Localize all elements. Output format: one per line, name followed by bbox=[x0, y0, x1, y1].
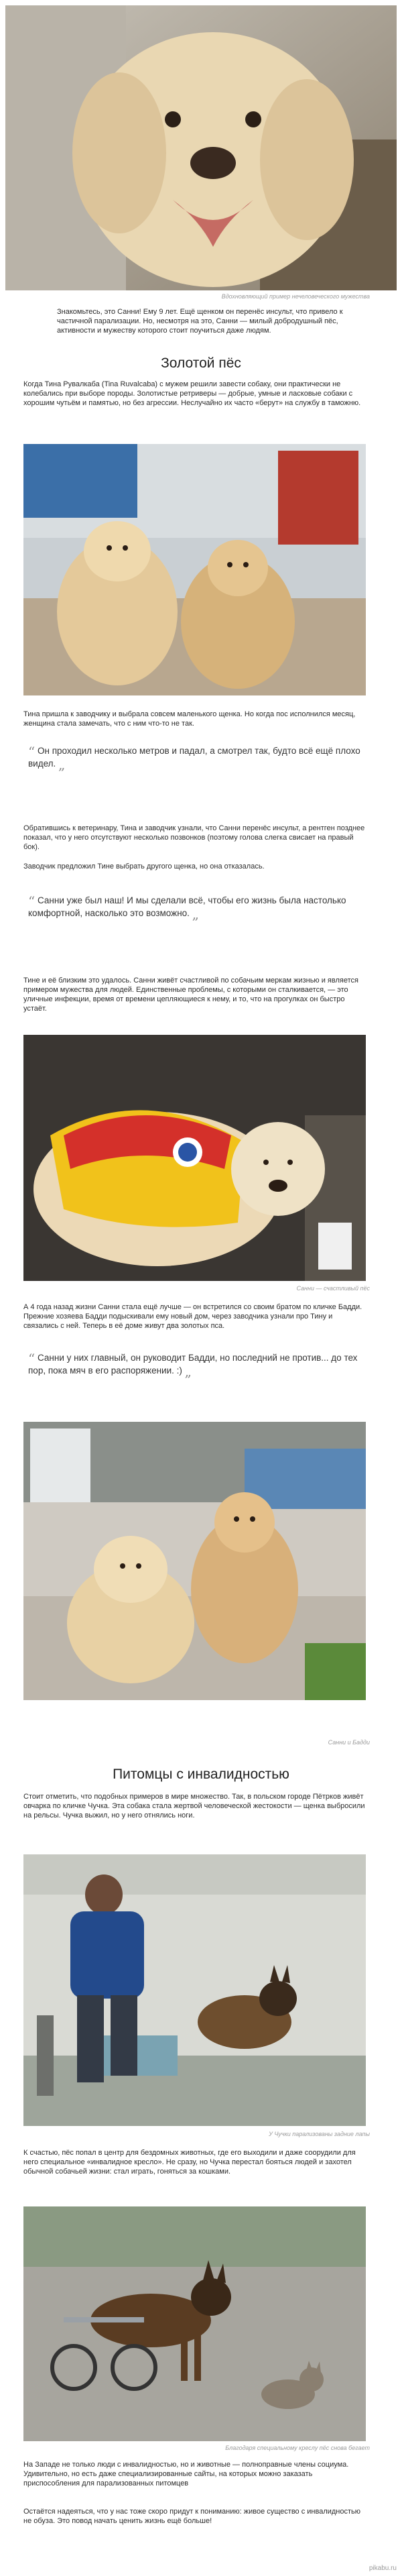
petya-paragraph: Стоит отметить, что подобных примеров в мире множество. Так, в польском городе Пётрков живёт овчарка по кличке Чучка. Эта собака стала жертвой человеческой жестокости — щенка выбросили на рельсы. Чучка выжил, но у него отнялись ноги. bbox=[23, 1793, 365, 1819]
quote-open-mark: “ bbox=[28, 744, 36, 760]
quote-close-mark: „ bbox=[58, 757, 66, 773]
wheelchair-photo bbox=[23, 2206, 366, 2441]
sunny-buddy-caption: Санни и Бадди bbox=[328, 1739, 370, 1746]
hope-paragraph: Остаётся надеяться, что у нас тоже скоро придут к пониманию: живое существо с инвалидностью не обуза. Это повод начать ценить жизнь ещё больше! bbox=[23, 2508, 361, 2525]
watermark: pikabu.ru bbox=[368, 2565, 397, 2572]
hero-caption: Вдохновляющий пример нечеловеческого мужества bbox=[221, 293, 370, 300]
vet-paragraph: Обратившись к ветеринару, Тина и заводчик узнали, что Санни перенёс инсульт, а рентген позднее показал, что у него отсутствуют несколько позвонков (поэтому голова слегка свисает на правый бок). bbox=[23, 824, 365, 851]
chuchka-legs-caption: У Чучки парализованы задние лапы bbox=[269, 2131, 370, 2137]
breeder-paragraph: Тина пришла к заводчику и выбрала совсем маленького щенка. Но когда пос исполнился месяц, женщина стала замечать, что с ним что-то не так. bbox=[23, 710, 356, 728]
quote-close-mark: „ bbox=[192, 906, 200, 922]
center-paragraph: К счастью, пёс попал в центр для бездомных животных, где его выходили и даже соорудили для него специальное «инвалидное кресло». Не сразу, но Чучка перестал бояться людей и захотел обычной собачьей жизни: стал играть, гоняться за кошками. bbox=[23, 2149, 356, 2176]
quote-3-text: Санни у них главный, он руководит Бадди, но последний не против... до тех пор, пока мяч в его распоряжении. :) bbox=[28, 1353, 358, 1376]
two-dogs-photo bbox=[23, 444, 366, 695]
quote-1-text: Он проходил несколько метров и падал, а смотрел так, будто всё ещё плохо видел. bbox=[28, 746, 360, 769]
tina-good-paragraph: Тине и её близким это удалось. Санни живёт счастливой по собачьим меркам жизнью и является примером мужества для людей. Единственные проблемы, с которыми он сталкивается, — это уличные инфекции, время от времени цепляющиеся к нему, и то, что на прогулках он быстро устаёт. bbox=[23, 976, 358, 1013]
sunny-buddy-photo bbox=[23, 1422, 366, 1700]
buddy-paragraph: А 4 года назад жизни Санни стала ещё лучше — он встретился со своим братом по кличке Бадди. Прежние хозяева Бадди подыскивали ему новый дом, через заводчика узнали про Тину и связались с ней. Теперь в её доме живут два золотых пса. bbox=[23, 1303, 362, 1330]
quote-close-mark: „ bbox=[184, 1363, 192, 1380]
dog-jacket-photo bbox=[23, 1035, 366, 1281]
west-paragraph: На Западе не только люди с инвалидностью, но и животные — полноправные члены социума. Удивительно, но есть даже специализированные сайты, на которых можно заказать приспособления для парализованных питомцев bbox=[23, 2461, 349, 2487]
happy-dog-caption: Санни — счастливый пёс bbox=[296, 1285, 370, 1292]
breeder-offer-paragraph: Заводчик предложил Тине выбрать другого щенка, но она отказалась. bbox=[23, 862, 265, 871]
intro-paragraph: Знакомьтесь, это Санни! Ему 9 лет. Ещё щенком он перенёс инсульт, что привело к частичной парализации. Но, несмотря на это, Санни — милый добродушный пёс, активности и мужеству которого стоит поучиться даже людям. bbox=[57, 308, 343, 335]
hero-photo bbox=[5, 5, 397, 290]
heading-pets: Питомцы с инвалидностью bbox=[113, 1767, 289, 1782]
wheelchair-caption: Благодаря специальному креслу пёс снова бегает bbox=[225, 2445, 370, 2451]
quote-1 bbox=[28, 744, 363, 773]
quote-3 bbox=[28, 1351, 363, 1380]
quote-open-mark: “ bbox=[28, 893, 36, 909]
quote-2 bbox=[28, 893, 363, 922]
man-shepherd-photo bbox=[23, 1854, 366, 2126]
quote-2-text: Санни уже был наш! И мы сделали всё, чтобы его жизнь была настолько комфортной, насколько это возможно. bbox=[28, 895, 346, 918]
tina-family-paragraph: Когда Тина Рувалкаба (Tina Ruvalcaba) с мужем решили завести собаку, они практически не колебались при выборе породы. Золотистые ретриверы — добрые, умные и ласковые собаки с хорошим чутьём и памятью, но без агрессии. Неслучайно их часто «берут» на службу в таможню. bbox=[23, 380, 361, 407]
quote-open-mark: “ bbox=[28, 1351, 36, 1367]
heading-golden: Золотой пёс bbox=[161, 355, 241, 371]
